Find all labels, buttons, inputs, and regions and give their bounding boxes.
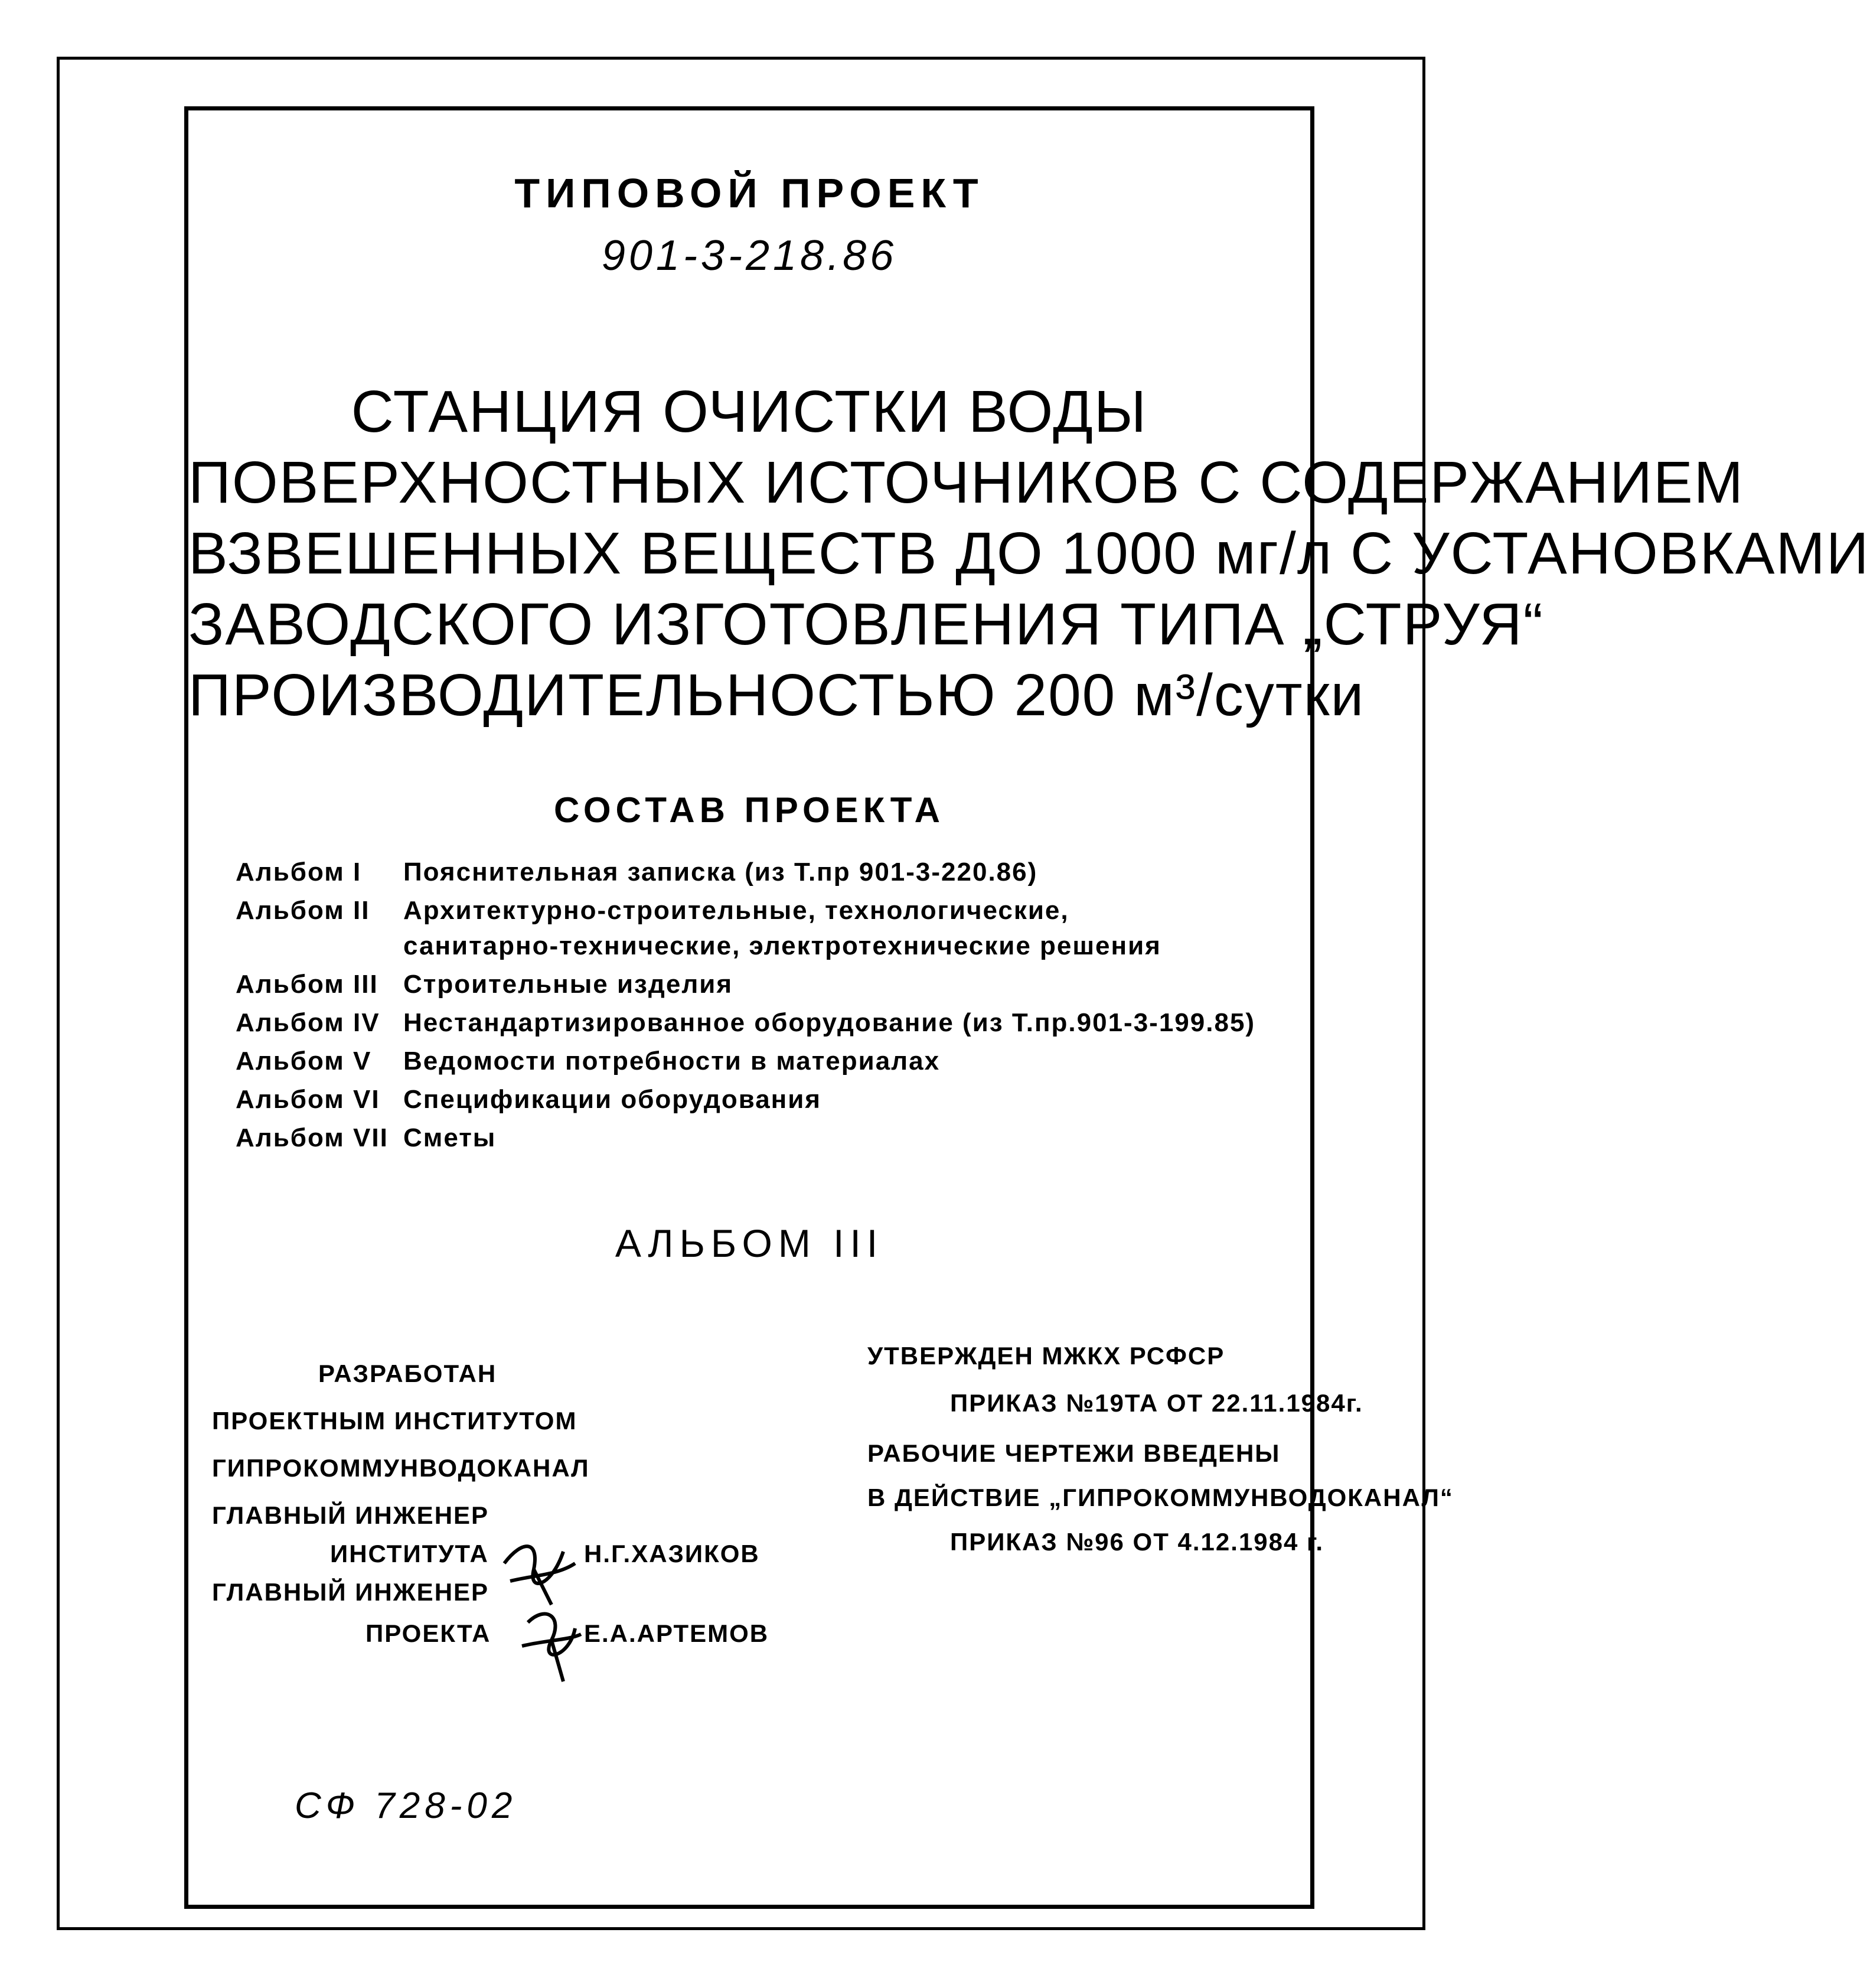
chief-project-title: ГЛАВНЫЙ ИНЖЕНЕР (212, 1578, 489, 1606)
album-label: Альбом V (236, 1047, 372, 1076)
chief-project-sub: ПРОЕКТА (365, 1619, 491, 1647)
composition-heading: СОСТАВ ПРОЕКТА (554, 790, 945, 830)
title-line-1: СТАНЦИЯ ОЧИСТКИ ВОДЫ (351, 379, 1148, 445)
signature-artemov (516, 1599, 587, 1687)
approved-line-4: В ДЕЙСТВИЕ „ГИПРОКОММУНВОДОКАНАЛ“ (867, 1484, 1454, 1511)
document-code: СФ 728-02 (295, 1785, 517, 1826)
album-label: Альбом II (236, 896, 370, 925)
approved-line-1: УТВЕРЖДЕН МЖКХ РСФСР (867, 1342, 1225, 1370)
album-label: Альбом VII (236, 1123, 389, 1152)
developed-line-1: ПРОЕКТНЫМ ИНСТИТУТОМ (212, 1407, 577, 1435)
album-row (236, 896, 1069, 925)
chief-institute-title: ГЛАВНЫЙ ИНЖЕНЕР (212, 1501, 489, 1529)
album-text: Архитектурно-строительные, технологические, (403, 896, 1069, 925)
project-type: ТИПОВОЙ ПРОЕКТ (514, 170, 984, 216)
project-number: 901-3-218.86 (601, 232, 898, 279)
album-row (236, 1123, 496, 1153)
developed-heading: РАЗРАБОТАН (318, 1360, 497, 1387)
album-text: Строительные изделия (403, 970, 733, 999)
chief-project-name: Е.А.АРТЕМОВ (584, 1619, 769, 1647)
title-line-4: ЗАВОДСКОГО ИЗГОТОВЛЕНИЯ ТИПА „СТРУЯ“ (188, 591, 1544, 657)
album-text: Пояснительная записка (из Т.пр 901-3-220.86) (403, 858, 1038, 887)
album-text: Нестандартизированное оборудование (из Т.пр.901-3-199.85) (403, 1008, 1256, 1037)
album-row (236, 931, 1161, 961)
album-row (236, 1047, 940, 1076)
approved-line-3: РАБОЧИЕ ЧЕРТЕЖИ ВВЕДЕНЫ (867, 1439, 1281, 1467)
developed-line-2: ГИПРОКОММУНВОДОКАНАЛ (212, 1454, 590, 1482)
album-row (236, 1008, 1255, 1038)
inner-frame (184, 106, 1870, 1909)
album-label: Альбом I (236, 858, 362, 887)
approved-line-5: ПРИКАЗ №96 ОТ 4.12.1984 г. (950, 1528, 1324, 1556)
album-row (236, 1085, 821, 1114)
signature-khazikov (498, 1516, 581, 1611)
album-text: Спецификации оборудования (403, 1085, 821, 1114)
chief-institute-sub: ИНСТИТУТА (330, 1540, 489, 1567)
current-album: АЛЬБОМ III (615, 1221, 884, 1265)
chief-institute-name: Н.Г.ХАЗИКОВ (584, 1540, 760, 1567)
album-label: Альбом IV (236, 1008, 380, 1037)
album-text: санитарно-технические, электротехнические решения (403, 931, 1161, 960)
album-label: Альбом III (236, 970, 378, 999)
album-row (236, 970, 733, 999)
title-line-3: ВЗВЕШЕННЫХ ВЕЩЕСТВ ДО 1000 мг/л С УСТАНОВКАМИ (188, 520, 1870, 586)
approved-line-2: ПРИКАЗ №19ТА ОТ 22.11.1984г. (950, 1389, 1363, 1417)
title-line-2: ПОВЕРХНОСТНЫХ ИСТОЧНИКОВ С СОДЕРЖАНИЕМ (188, 449, 1744, 516)
title-line-5: ПРОИЗВОДИТЕЛЬНОСТЬЮ 200 м³/сутки (188, 662, 1365, 728)
album-text: Ведомости потребности в материалах (403, 1047, 941, 1076)
album-label: Альбом VI (236, 1085, 380, 1114)
album-row (236, 858, 1037, 887)
album-text: Сметы (403, 1123, 497, 1152)
